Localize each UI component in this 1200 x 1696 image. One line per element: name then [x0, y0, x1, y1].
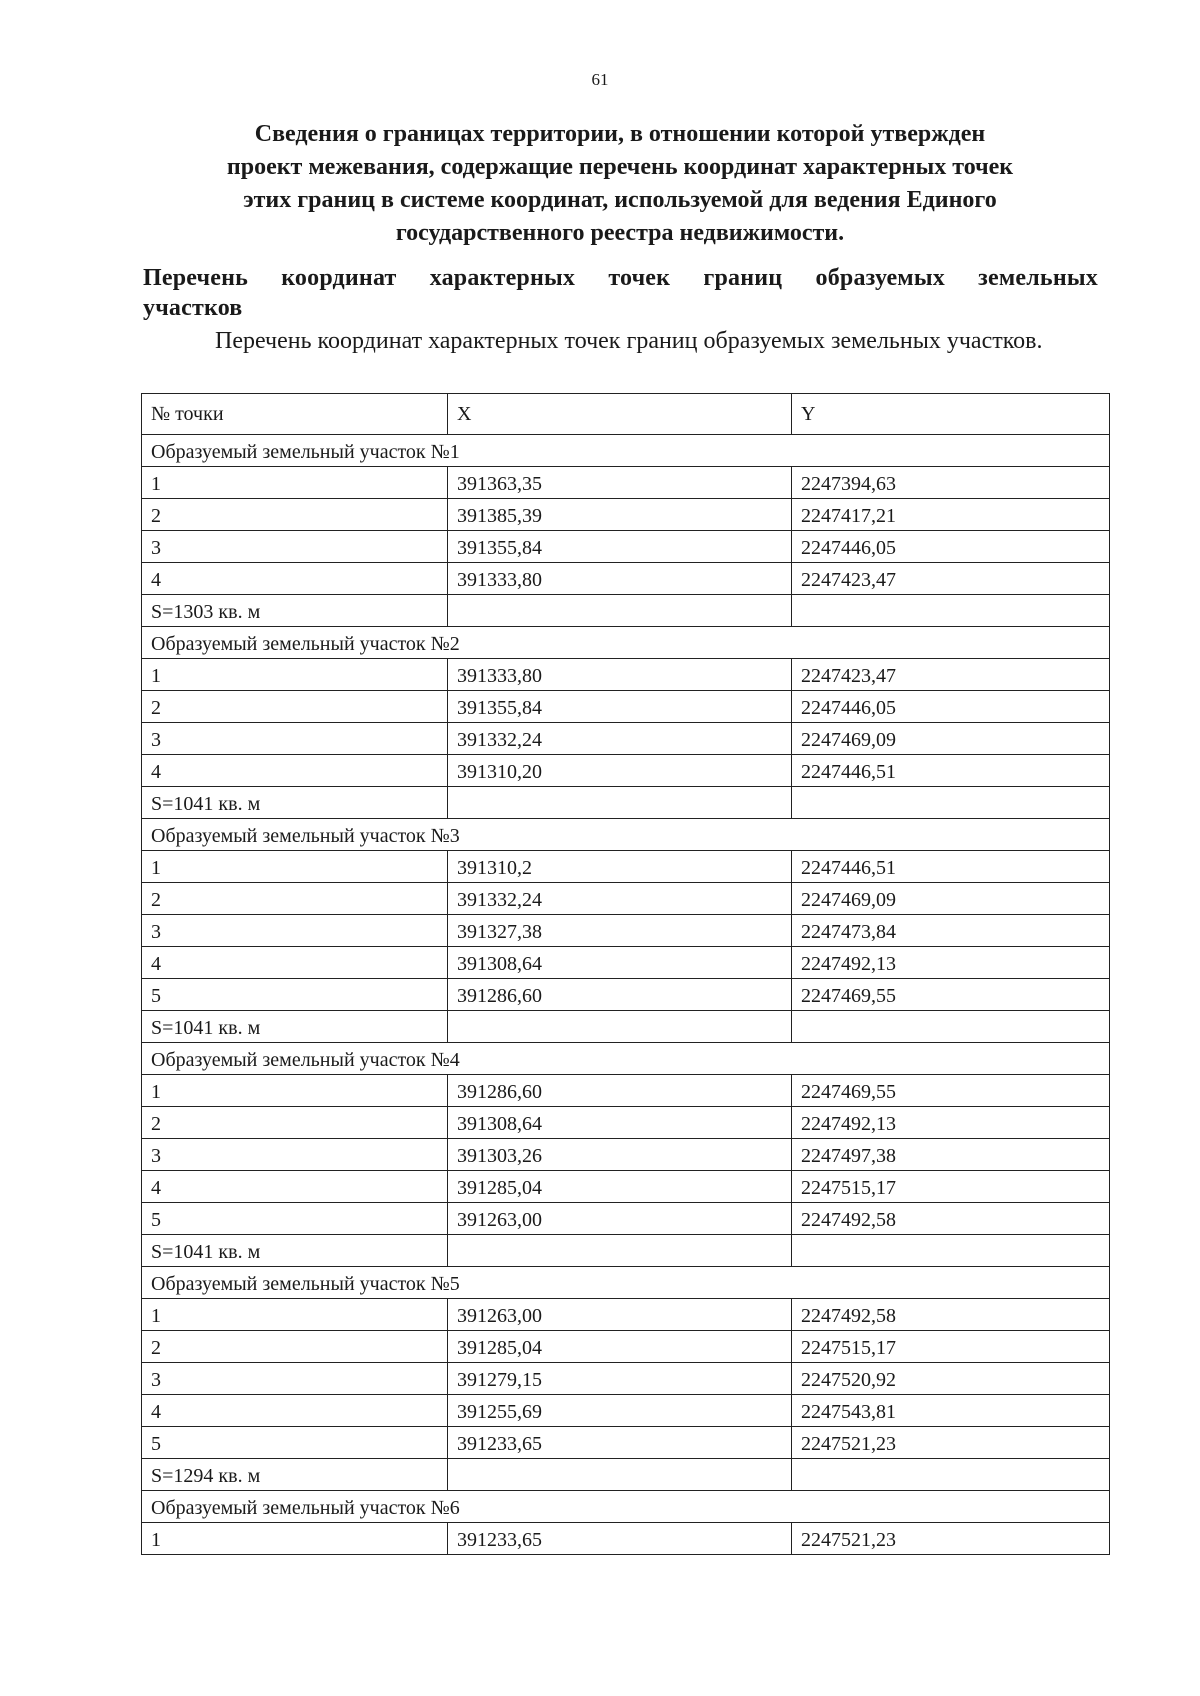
x-coordinate: 391327,38	[448, 915, 792, 947]
parcel-area-row	[142, 1011, 1110, 1043]
header-point-number: № точки	[142, 394, 448, 435]
y-coordinate: 2247469,55	[792, 1075, 1110, 1107]
x-coordinate: 391333,80	[448, 563, 792, 595]
table-row	[142, 1523, 1110, 1555]
parcel-title-row	[142, 627, 1110, 659]
y-coordinate: 2247515,17	[792, 1171, 1110, 1203]
x-coordinate: 391255,69	[448, 1395, 792, 1427]
table-row	[142, 1331, 1110, 1363]
point-number: 4	[142, 1395, 448, 1427]
table-row	[142, 1203, 1110, 1235]
parcel-title: Образуемый земельный участок №5	[142, 1267, 1110, 1299]
empty-cell	[792, 787, 1110, 819]
table-row	[142, 723, 1110, 755]
document-title-line: этих границ в системе координат, используемой для ведения Единого	[243, 187, 997, 213]
parcel-title-row	[142, 1267, 1110, 1299]
y-coordinate: 2247473,84	[792, 915, 1110, 947]
table-row	[142, 1363, 1110, 1395]
empty-cell	[448, 1459, 792, 1491]
table-row	[142, 915, 1110, 947]
empty-cell	[448, 787, 792, 819]
y-coordinate: 2247417,21	[792, 499, 1110, 531]
parcel-title: Образуемый земельный участок №3	[142, 819, 1110, 851]
y-coordinate: 2247446,51	[792, 851, 1110, 883]
point-number: 5	[142, 1427, 448, 1459]
point-number: 1	[142, 1299, 448, 1331]
table-row	[142, 755, 1110, 787]
section-heading	[143, 263, 1098, 323]
y-coordinate: 2247515,17	[792, 1331, 1110, 1363]
y-coordinate: 2247469,09	[792, 883, 1110, 915]
empty-cell	[792, 595, 1110, 627]
y-coordinate: 2247497,38	[792, 1139, 1110, 1171]
y-coordinate: 2247469,09	[792, 723, 1110, 755]
y-coordinate: 2247394,63	[792, 467, 1110, 499]
header-y: Y	[792, 394, 1110, 435]
parcel-title: Образуемый земельный участок №4	[142, 1043, 1110, 1075]
point-number: 4	[142, 755, 448, 787]
table-row	[142, 1139, 1110, 1171]
x-coordinate: 391233,65	[448, 1427, 792, 1459]
parcel-area: S=1303 кв. м	[142, 595, 448, 627]
intro-paragraph: Перечень координат характерных точек границ образуемых земельных участков.	[215, 328, 1043, 354]
point-number: 3	[142, 915, 448, 947]
empty-cell	[448, 1011, 792, 1043]
point-number: 3	[142, 1139, 448, 1171]
table-row	[142, 563, 1110, 595]
empty-cell	[792, 1459, 1110, 1491]
table-row	[142, 1427, 1110, 1459]
document-title-line: государственного реестра недвижимости.	[395, 220, 845, 246]
point-number: 4	[142, 1171, 448, 1203]
coordinates-table-body	[142, 394, 1110, 1555]
parcel-title: Образуемый земельный участок №1	[142, 435, 1110, 467]
x-coordinate: 391233,65	[448, 1523, 792, 1555]
point-number: 4	[142, 947, 448, 979]
parcel-title-row	[142, 435, 1110, 467]
table-row	[142, 467, 1110, 499]
table-row	[142, 499, 1110, 531]
empty-cell	[792, 1011, 1110, 1043]
table-row	[142, 1171, 1110, 1203]
point-number: 1	[142, 467, 448, 499]
table-row	[142, 883, 1110, 915]
x-coordinate: 391263,00	[448, 1299, 792, 1331]
x-coordinate: 391333,80	[448, 659, 792, 691]
y-coordinate: 2247469,55	[792, 979, 1110, 1011]
parcel-area: S=1041 кв. м	[142, 1235, 448, 1267]
x-coordinate: 391332,24	[448, 883, 792, 915]
empty-cell	[448, 1235, 792, 1267]
table-row	[142, 1075, 1110, 1107]
point-number: 2	[142, 883, 448, 915]
parcel-title-row	[142, 1491, 1110, 1523]
parcel-title: Образуемый земельный участок №2	[142, 627, 1110, 659]
y-coordinate: 2247446,05	[792, 691, 1110, 723]
x-coordinate: 391310,20	[448, 755, 792, 787]
table-row	[142, 1107, 1110, 1139]
section-heading-line: участков	[143, 295, 243, 321]
point-number: 1	[142, 659, 448, 691]
y-coordinate: 2247423,47	[792, 563, 1110, 595]
point-number: 2	[142, 691, 448, 723]
y-coordinate: 2247543,81	[792, 1395, 1110, 1427]
point-number: 1	[142, 851, 448, 883]
empty-cell	[448, 595, 792, 627]
point-number: 5	[142, 979, 448, 1011]
y-coordinate: 2247446,05	[792, 531, 1110, 563]
parcel-area-row	[142, 787, 1110, 819]
x-coordinate: 391308,64	[448, 947, 792, 979]
y-coordinate: 2247492,58	[792, 1203, 1110, 1235]
point-number: 2	[142, 1107, 448, 1139]
table-row	[142, 659, 1110, 691]
x-coordinate: 391285,04	[448, 1331, 792, 1363]
y-coordinate: 2247446,51	[792, 755, 1110, 787]
table-row	[142, 691, 1110, 723]
y-coordinate: 2247492,13	[792, 947, 1110, 979]
parcel-area: S=1294 кв. м	[142, 1459, 448, 1491]
table-row	[142, 531, 1110, 563]
x-coordinate: 391332,24	[448, 723, 792, 755]
parcel-area-row	[142, 1235, 1110, 1267]
x-coordinate: 391363,35	[448, 467, 792, 499]
x-coordinate: 391308,64	[448, 1107, 792, 1139]
empty-cell	[792, 1235, 1110, 1267]
point-number: 3	[142, 531, 448, 563]
document-title-line: Сведения о границах территории, в отношении которой утвержден	[254, 121, 986, 147]
x-coordinate: 391285,04	[448, 1171, 792, 1203]
point-number: 2	[142, 1331, 448, 1363]
document-title-line: проект межевания, содержащие перечень координат характерных точек	[226, 154, 1014, 180]
point-number: 5	[142, 1203, 448, 1235]
table-row	[142, 851, 1110, 883]
parcel-area: S=1041 кв. м	[142, 787, 448, 819]
point-number: 3	[142, 1363, 448, 1395]
parcel-area-row	[142, 595, 1110, 627]
page-number: 61	[591, 70, 609, 89]
table-row	[142, 947, 1110, 979]
x-coordinate: 391385,39	[448, 499, 792, 531]
table-row	[142, 1299, 1110, 1331]
y-coordinate: 2247492,58	[792, 1299, 1110, 1331]
parcel-area-row	[142, 1459, 1110, 1491]
parcel-title-row	[142, 819, 1110, 851]
table-header-row	[142, 394, 1110, 435]
document-title	[135, 118, 1105, 250]
y-coordinate: 2247521,23	[792, 1427, 1110, 1459]
y-coordinate: 2247423,47	[792, 659, 1110, 691]
x-coordinate: 391286,60	[448, 979, 792, 1011]
x-coordinate: 391355,84	[448, 531, 792, 563]
parcel-title: Образуемый земельный участок №6	[142, 1491, 1110, 1523]
y-coordinate: 2247492,13	[792, 1107, 1110, 1139]
section-heading-line: Перечень координат характерных точек границ образуемых земельных	[143, 265, 1098, 291]
point-number: 3	[142, 723, 448, 755]
y-coordinate: 2247521,23	[792, 1523, 1110, 1555]
x-coordinate: 391303,26	[448, 1139, 792, 1171]
point-number: 4	[142, 563, 448, 595]
parcel-area: S=1041 кв. м	[142, 1011, 448, 1043]
x-coordinate: 391355,84	[448, 691, 792, 723]
header-x: X	[448, 394, 792, 435]
x-coordinate: 391263,00	[448, 1203, 792, 1235]
x-coordinate: 391310,2	[448, 851, 792, 883]
table-row	[142, 979, 1110, 1011]
parcel-title-row	[142, 1043, 1110, 1075]
point-number: 2	[142, 499, 448, 531]
point-number: 1	[142, 1075, 448, 1107]
table-row	[142, 1395, 1110, 1427]
x-coordinate: 391279,15	[448, 1363, 792, 1395]
y-coordinate: 2247520,92	[792, 1363, 1110, 1395]
x-coordinate: 391286,60	[448, 1075, 792, 1107]
point-number: 1	[142, 1523, 448, 1555]
coordinates-table	[141, 393, 1110, 1555]
